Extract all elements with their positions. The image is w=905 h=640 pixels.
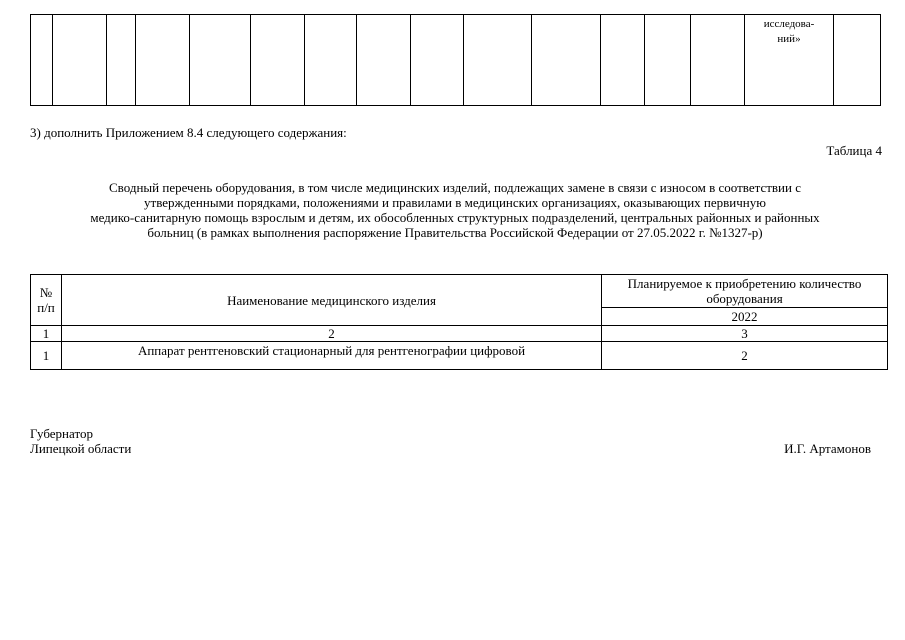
header-qty-line: Планируемое к приобретению количество (627, 276, 862, 291)
row-name: Аппарат рентгеновский стационарный для рентгенографии цифровой (62, 342, 602, 370)
table-cell (190, 15, 251, 106)
heading-line: Сводный перечень оборудования, в том числе медицинских изделий, подлежащих замене в связи с износом в соответствии с (109, 180, 801, 195)
table-cell (464, 15, 532, 106)
header-num (31, 275, 62, 326)
table-header-row (31, 275, 888, 308)
table-cell (532, 15, 601, 106)
table-cell (53, 15, 107, 106)
heading-line: больниц (в рамках выполнения распоряжение Правительства Российской Федерации от 27.05.2022 г. №1327-р) (147, 225, 763, 240)
header-qty-line: оборудования (706, 291, 783, 306)
heading-line: утвержденными порядками, положениями и правилами в медицинских организациях, оказывающих первичную (144, 195, 766, 210)
table-cell (136, 15, 190, 106)
table-cell (834, 15, 881, 106)
table-cell (601, 15, 645, 106)
table-cell (357, 15, 411, 106)
equipment-table (30, 274, 888, 370)
table-cell (251, 15, 305, 106)
cell-text-line: исследова- (763, 18, 815, 30)
previous-table-fragment (30, 14, 881, 106)
table-row (31, 342, 888, 370)
cell-text-line: ний» (777, 33, 801, 45)
header-year: 2022 (602, 308, 888, 326)
table-row (31, 15, 881, 106)
header-qty (602, 275, 888, 308)
header-num-line: № (39, 285, 53, 300)
index-cell: 2 (62, 326, 602, 342)
intro-text: 3) дополнить Приложением 8.4 следующего содержания: (30, 125, 347, 140)
index-cell: 1 (31, 326, 62, 342)
table-cell (691, 15, 745, 106)
table-cell (411, 15, 464, 106)
signature-title (30, 426, 131, 456)
table-index-row (31, 326, 888, 342)
table-heading (30, 180, 880, 240)
table-cell (305, 15, 357, 106)
header-num-line: п/п (37, 300, 55, 315)
index-cell: 3 (602, 326, 888, 342)
table-cell (645, 15, 691, 106)
heading-line: медико-санитарную помощь взрослым и детям, их обособленных структурных подразделений, центральных районных и районных (90, 210, 820, 225)
table-cell-research (745, 15, 834, 106)
row-num: 1 (31, 342, 62, 370)
table-cell (107, 15, 136, 106)
signature-title-line: Губернатор (30, 426, 93, 441)
header-name: Наименование медицинского изделия (62, 275, 602, 326)
signature-name: И.Г. Артамонов (784, 441, 871, 456)
row-qty: 2 (602, 342, 888, 370)
table-cell (31, 15, 53, 106)
signature-title-line: Липецкой области (30, 441, 132, 456)
table-label: Таблица 4 (826, 143, 882, 158)
